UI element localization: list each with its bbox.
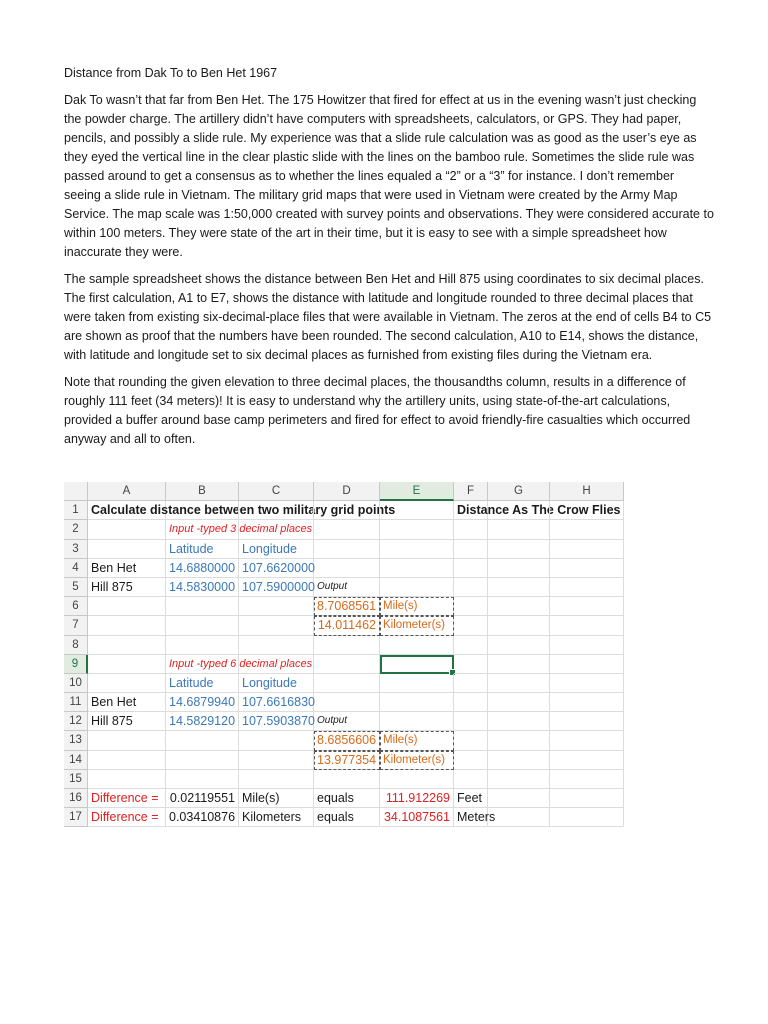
cell-a8[interactable] <box>88 636 166 655</box>
cell-g12[interactable] <box>488 712 550 731</box>
cell-g14[interactable] <box>488 751 550 770</box>
cell-d14[interactable]: 13.977354 <box>314 751 380 770</box>
cell-c10[interactable]: Longitude <box>239 674 314 693</box>
cell-d12[interactable]: Output <box>314 712 380 731</box>
cell-c5[interactable]: 107.5900000 <box>239 578 314 597</box>
cell-c9[interactable] <box>239 655 314 674</box>
cell-g8[interactable] <box>488 636 550 655</box>
cell-g7[interactable] <box>488 616 550 635</box>
cell-e3[interactable] <box>380 540 454 559</box>
spreadsheet <box>64 482 624 827</box>
cell-a14[interactable] <box>88 751 166 770</box>
cell-h6[interactable] <box>550 597 624 616</box>
cell-e1[interactable] <box>380 501 454 520</box>
cell-b8[interactable] <box>166 636 239 655</box>
cell-g5[interactable] <box>488 578 550 597</box>
sheet-row-1 <box>64 501 624 520</box>
cell-h7[interactable] <box>550 616 624 635</box>
cell-c15[interactable] <box>239 770 314 789</box>
paragraph-1: Dak To wasn’t that far from Ben Het. The 175 Howitzer that fired for effect at us in the evening wasn’t just checking the powder charge. The artillery didn’t have computers with spreadsheets, calculators, or GPS. They had paper, pencils, and possibly a slide rule. My experience was that a slide rule calculation was as good as the user’s eye as they eyed the vertical line in the clear plastic slide with the lines on the bamboo rule. Sometimes the slide rule was passed around to get a consensus as to whether the lines equaled a “2” or a “3” for instance. I don’t remember seeing a slide rule in Vietnam. The military grid maps that were used in Vietnam were created by the Army Map Service. The map scale was 1:50,000 created with survey points and observations. They were considered accurate to within 100 meters. They were state of the art in their time, but it is easy to see with a simple spreadsheet how inaccurate they were. <box>64 93 714 259</box>
row-header-6[interactable]: 6 <box>64 597 88 616</box>
row-header-1[interactable]: 1 <box>64 501 88 520</box>
cell-g1[interactable] <box>488 501 550 520</box>
cell-e14[interactable]: Kilometer(s) <box>380 751 454 770</box>
cell-a1[interactable] <box>88 501 396 520</box>
sheet-row-11 <box>64 693 624 712</box>
row-header-16[interactable]: 16 <box>64 789 88 808</box>
document-body <box>64 64 714 457</box>
cell-d9[interactable] <box>314 655 380 674</box>
cell-d13[interactable]: 8.6856606 <box>314 731 380 750</box>
cell-g15[interactable] <box>488 770 550 789</box>
cell-d5[interactable]: Output <box>314 578 380 597</box>
cell-f16[interactable]: Feet <box>454 789 488 808</box>
sheet-row-15 <box>64 770 624 789</box>
cell-d11[interactable] <box>314 693 380 712</box>
row-header-13[interactable]: 13 <box>64 731 88 750</box>
cell-g4[interactable] <box>488 559 550 578</box>
column-header-f[interactable]: F <box>454 482 488 501</box>
cell-b16[interactable]: 0.02119551 <box>166 789 239 808</box>
input-note-3-decimals: Input -typed 3 decimal places <box>169 523 313 536</box>
cell-f10[interactable] <box>454 674 488 693</box>
cell-h17[interactable] <box>550 808 624 827</box>
cell-f9[interactable] <box>454 655 488 674</box>
column-header-a[interactable]: A <box>88 482 166 501</box>
column-header-b[interactable]: B <box>166 482 239 501</box>
cell-g17[interactable] <box>488 808 550 827</box>
input-note-6-decimals: Input -typed 6 decimal places <box>169 657 313 670</box>
column-header-d[interactable]: D <box>314 482 380 501</box>
cell-d1[interactable] <box>314 501 380 520</box>
row-header-7[interactable]: 7 <box>64 616 88 635</box>
row-header-14[interactable]: 14 <box>64 751 88 770</box>
cell-a11[interactable]: Ben Het <box>88 693 166 712</box>
cell-f6[interactable] <box>454 597 488 616</box>
cell-b10[interactable]: Latitude <box>166 674 239 693</box>
cell-a2[interactable] <box>88 520 166 539</box>
row-header-3[interactable]: 3 <box>64 540 88 559</box>
cell-e4[interactable] <box>380 559 454 578</box>
row-header-5[interactable]: 5 <box>64 578 88 597</box>
row-header-10[interactable]: 10 <box>64 674 88 693</box>
cell-b13[interactable] <box>166 731 239 750</box>
cell-h12[interactable] <box>550 712 624 731</box>
cell-h10[interactable] <box>550 674 624 693</box>
cell-d4[interactable] <box>314 559 380 578</box>
sheet-row-6 <box>64 597 624 616</box>
cell-d8[interactable] <box>314 636 380 655</box>
paragraph-2: The sample spreadsheet shows the distance between Ben Het and Hill 875 using coordinates to six decimal places. The first calculation, A1 to E7, shows the distance with latitude and longitude rounded to three decimal places that were taken from existing six-decimal-place files that were available in Vietnam. The zeros at the end of cells B4 to C5 are shown as proof that the numbers have been rounded. The second calculation, A10 to E14, shows the distance, with latitude and longitude set to six decimal places as furnished from existing files during the Vietnam era. <box>64 272 712 362</box>
cell-d17[interactable]: equals <box>314 808 380 827</box>
cell-d3[interactable] <box>314 540 380 559</box>
row-header-12[interactable]: 12 <box>64 712 88 731</box>
cell-f2[interactable] <box>454 520 488 539</box>
cell-a7[interactable] <box>88 616 166 635</box>
cell-b7[interactable] <box>166 616 239 635</box>
cell-e13[interactable]: Mile(s) <box>380 731 454 750</box>
cell-f11[interactable] <box>454 693 488 712</box>
cell-b11[interactable]: 14.6879940 <box>166 693 239 712</box>
cell-a17[interactable]: Difference = <box>88 808 166 827</box>
cell-c12[interactable]: 107.5903870 <box>239 712 314 731</box>
crow-flies-heading: Distance As The Crow Flies <box>457 503 621 518</box>
cell-g9[interactable] <box>488 655 550 674</box>
cell-b12[interactable]: 14.5829120 <box>166 712 239 731</box>
cell-e11[interactable] <box>380 693 454 712</box>
cell-h16[interactable] <box>550 789 624 808</box>
cell-d2[interactable] <box>314 520 380 539</box>
cell-h2[interactable] <box>550 520 624 539</box>
cell-a5[interactable]: Hill 875 <box>88 578 166 597</box>
cell-c8[interactable] <box>239 636 314 655</box>
cell-b4[interactable]: 14.6880000 <box>166 559 239 578</box>
row-header-9[interactable]: 9 <box>64 655 88 674</box>
cell-e9-selected[interactable] <box>380 655 454 674</box>
sheet-row-7 <box>64 616 624 635</box>
cell-g16[interactable] <box>488 789 550 808</box>
cell-d10[interactable] <box>314 674 380 693</box>
cell-f1[interactable] <box>454 501 621 520</box>
paragraph-3: Note that rounding the given elevation to three decimal places, the thousandths column, results in a difference of roughly 111 feet (34 meters)! It is easy to understand why the artillery units, using state-of-the-art calculations, provided a buffer around base camp perimeters and fired for effect to avoid friendly-fire casualties which occurred anyway and all to often. <box>64 375 691 446</box>
sheet-row-9 <box>64 655 624 674</box>
cell-f17[interactable]: Meters <box>454 808 488 827</box>
cell-f4[interactable] <box>454 559 488 578</box>
cell-d15[interactable] <box>314 770 380 789</box>
cell-d16[interactable]: equals <box>314 789 380 808</box>
cell-a4[interactable]: Ben Het <box>88 559 166 578</box>
cell-e8[interactable] <box>380 636 454 655</box>
cell-h14[interactable] <box>550 751 624 770</box>
cell-e7[interactable]: Kilometer(s) <box>380 616 454 635</box>
column-header-row <box>64 482 624 501</box>
sheet-row-3 <box>64 540 624 559</box>
cell-c4[interactable]: 107.6620000 <box>239 559 314 578</box>
cell-c13[interactable] <box>239 731 314 750</box>
cell-b17[interactable]: 0.03410876 <box>166 808 239 827</box>
cell-e16[interactable]: 111.912269 <box>380 789 454 808</box>
cell-h5[interactable] <box>550 578 624 597</box>
cell-f5[interactable] <box>454 578 488 597</box>
cell-h3[interactable] <box>550 540 624 559</box>
cell-g10[interactable] <box>488 674 550 693</box>
cell-c17[interactable]: Kilometers <box>239 808 314 827</box>
cell-a6[interactable] <box>88 597 166 616</box>
cell-g3[interactable] <box>488 540 550 559</box>
cell-f13[interactable] <box>454 731 488 750</box>
cell-a3[interactable] <box>88 540 166 559</box>
cell-e15[interactable] <box>380 770 454 789</box>
cell-b14[interactable] <box>166 751 239 770</box>
cell-c11[interactable]: 107.6616830 <box>239 693 314 712</box>
cell-a9[interactable] <box>88 655 166 674</box>
sheet-row-2 <box>64 520 624 539</box>
cell-g6[interactable] <box>488 597 550 616</box>
column-header-h[interactable]: H <box>550 482 624 501</box>
row-header-8[interactable]: 8 <box>64 636 88 655</box>
cell-c1[interactable] <box>239 501 314 520</box>
cell-h13[interactable] <box>550 731 624 750</box>
cell-f3[interactable] <box>454 540 488 559</box>
sheet-row-17 <box>64 808 624 827</box>
sheet-row-4 <box>64 559 624 578</box>
cell-a13[interactable] <box>88 731 166 750</box>
sheet-row-12 <box>64 712 624 731</box>
cell-c2[interactable] <box>239 520 314 539</box>
cell-e5[interactable] <box>380 578 454 597</box>
cell-f7[interactable] <box>454 616 488 635</box>
cell-a10[interactable] <box>88 674 166 693</box>
cell-a12[interactable]: Hill 875 <box>88 712 166 731</box>
cell-b5[interactable]: 14.5830000 <box>166 578 239 597</box>
row-header-17[interactable]: 17 <box>64 808 88 827</box>
cell-c6[interactable] <box>239 597 314 616</box>
cell-e2[interactable] <box>380 520 454 539</box>
cell-g11[interactable] <box>488 693 550 712</box>
cell-d7[interactable]: 14.011462 <box>314 616 380 635</box>
cell-b2[interactable] <box>166 520 313 539</box>
cell-f15[interactable] <box>454 770 488 789</box>
cell-h1[interactable] <box>550 501 624 520</box>
sheet-row-14 <box>64 751 624 770</box>
select-all-corner[interactable] <box>64 482 88 501</box>
cell-e17[interactable]: 34.1087561 <box>380 808 454 827</box>
sheet-row-5 <box>64 578 624 597</box>
cell-f12[interactable] <box>454 712 488 731</box>
cell-f8[interactable] <box>454 636 488 655</box>
cell-e6[interactable]: Mile(s) <box>380 597 454 616</box>
cell-h4[interactable] <box>550 559 624 578</box>
cell-h15[interactable] <box>550 770 624 789</box>
cell-c3[interactable]: Longitude <box>239 540 314 559</box>
column-header-c[interactable]: C <box>239 482 314 501</box>
column-header-e[interactable]: E <box>380 482 454 501</box>
cell-c16[interactable]: Mile(s) <box>239 789 314 808</box>
cell-d6[interactable]: 8.7068561 <box>314 597 380 616</box>
cell-g13[interactable] <box>488 731 550 750</box>
sheet-title: Calculate distance between two military grid points <box>91 503 396 518</box>
cell-a16[interactable]: Difference = <box>88 789 166 808</box>
document-title: Distance from Dak To to Ben Het 1967 <box>64 66 278 80</box>
row-header-15[interactable]: 15 <box>64 770 88 789</box>
cell-f14[interactable] <box>454 751 488 770</box>
cell-g2[interactable] <box>488 520 550 539</box>
sheet-row-8 <box>64 636 624 655</box>
cell-h9[interactable] <box>550 655 624 674</box>
row-header-2[interactable]: 2 <box>64 520 88 539</box>
cell-b1[interactable] <box>166 501 239 520</box>
column-header-g[interactable]: G <box>488 482 550 501</box>
cell-c7[interactable] <box>239 616 314 635</box>
cell-e12[interactable] <box>380 712 454 731</box>
cell-h11[interactable] <box>550 693 624 712</box>
cell-e10[interactable] <box>380 674 454 693</box>
cell-b3[interactable]: Latitude <box>166 540 239 559</box>
sheet-row-16 <box>64 789 624 808</box>
row-header-11[interactable]: 11 <box>64 693 88 712</box>
cell-h8[interactable] <box>550 636 624 655</box>
sheet-row-10 <box>64 674 624 693</box>
cell-b6[interactable] <box>166 597 239 616</box>
row-header-4[interactable]: 4 <box>64 559 88 578</box>
cell-a15[interactable] <box>88 770 166 789</box>
cell-b15[interactable] <box>166 770 239 789</box>
cell-b9[interactable] <box>166 655 313 674</box>
sheet-row-13 <box>64 731 624 750</box>
cell-c14[interactable] <box>239 751 314 770</box>
